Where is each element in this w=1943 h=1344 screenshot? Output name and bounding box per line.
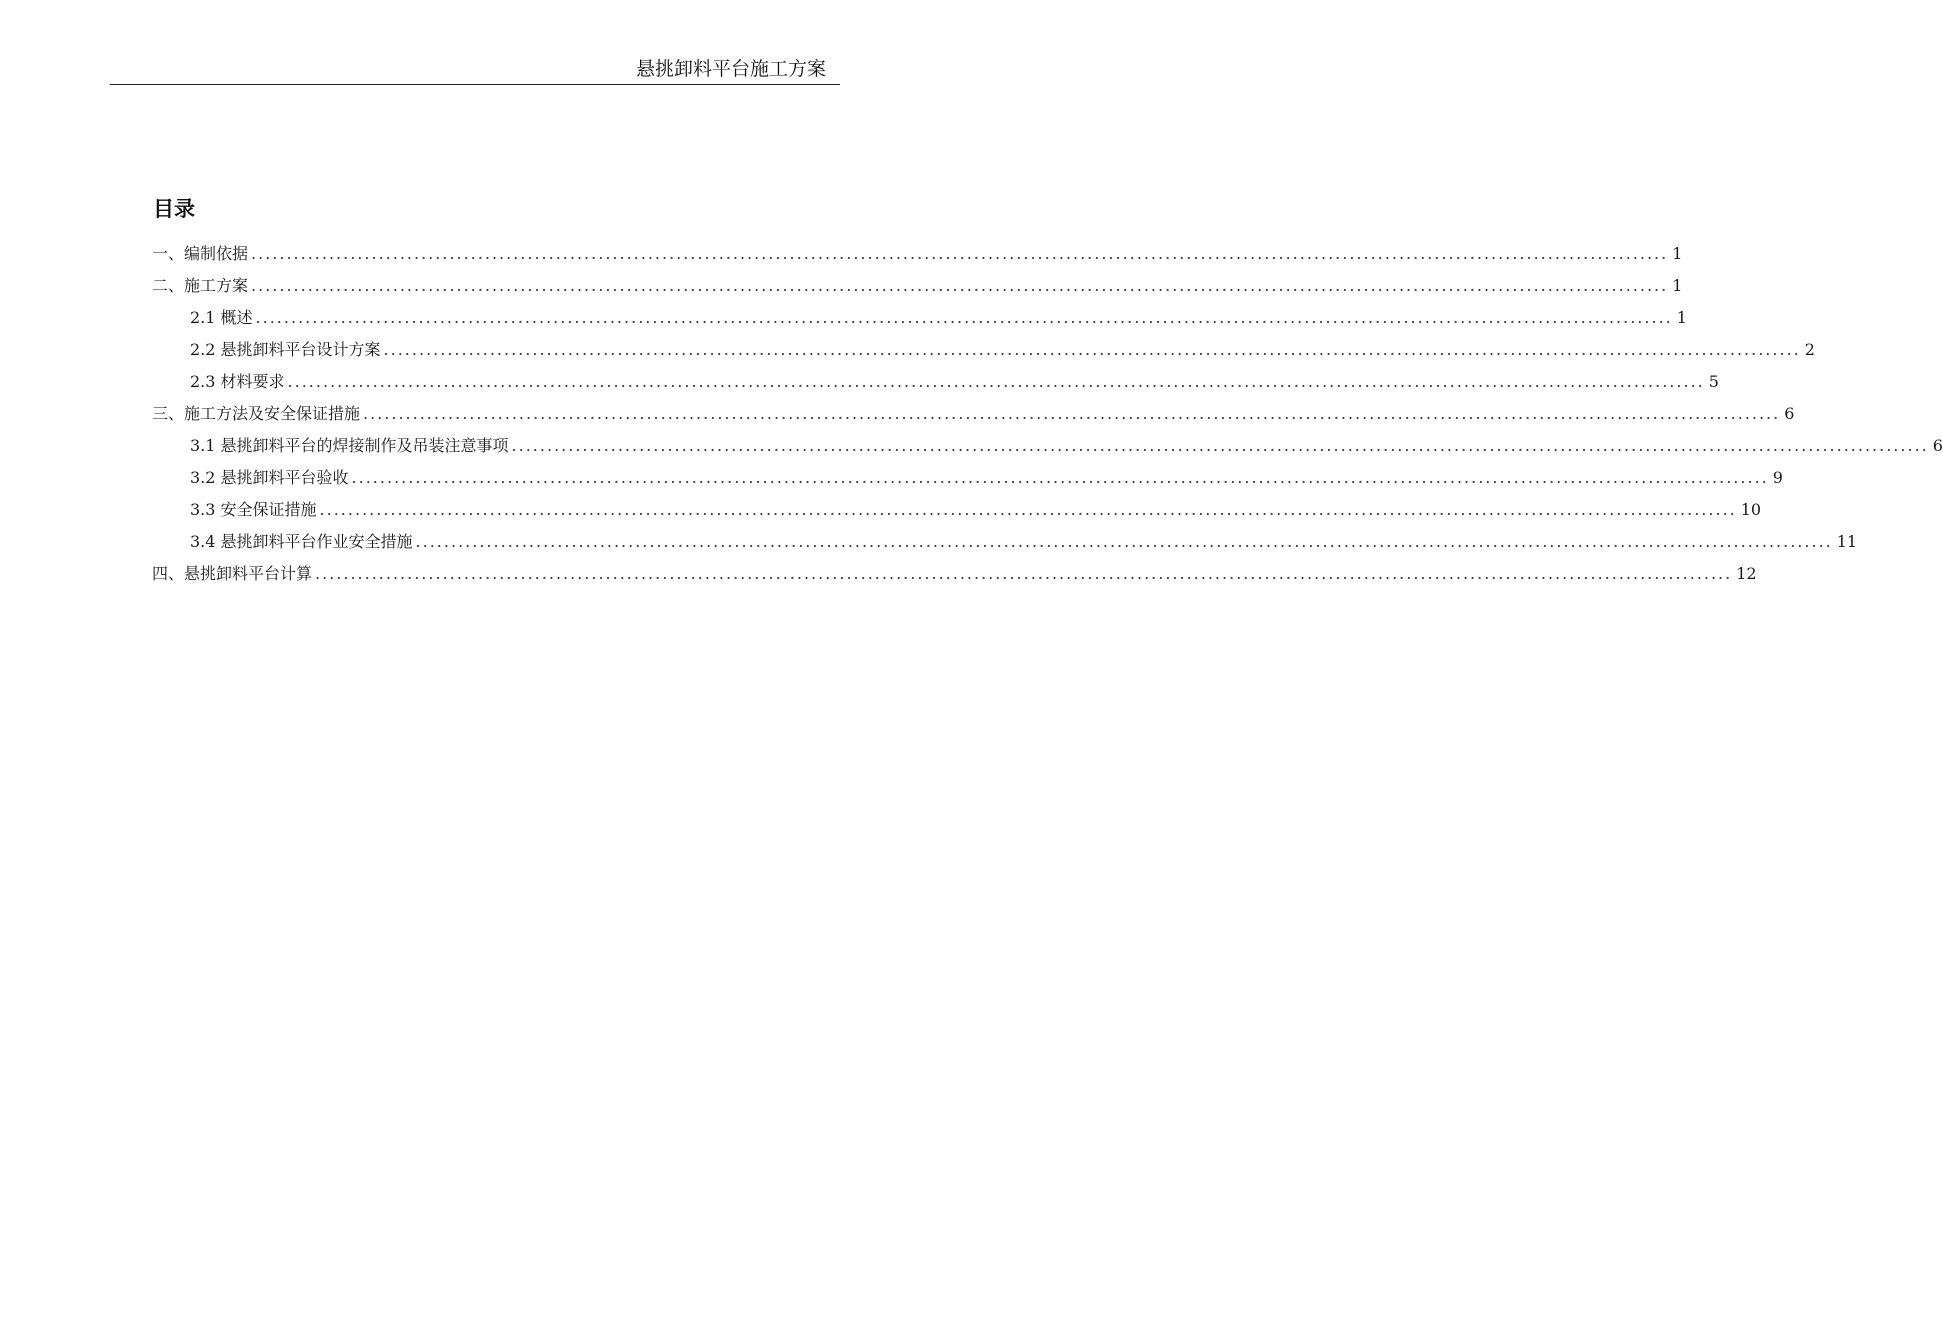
- toc-entry-title: 一、编制依据: [152, 244, 249, 263]
- toc-entry-page: 2: [1804, 340, 1815, 359]
- toc-entry[interactable]: [152, 462, 1783, 494]
- toc-entry[interactable]: [152, 334, 1815, 366]
- toc-entry[interactable]: [152, 238, 1683, 270]
- toc-entry-page: 9: [1772, 468, 1783, 487]
- table-of-contents: [152, 238, 1943, 590]
- toc-entry-page: 1: [1672, 244, 1683, 263]
- page-header: [110, 52, 840, 85]
- toc-leader-dots: ........................................................................................................................................................................................................: [251, 276, 1669, 295]
- toc-leader-dots: ........................................................................................................................................................................................................: [511, 436, 1929, 455]
- toc-leader-dots: ........................................................................................................................................................................................................: [255, 308, 1673, 327]
- toc-entry[interactable]: [152, 270, 1683, 302]
- toc-entry[interactable]: [152, 430, 1943, 462]
- toc-entry[interactable]: [152, 398, 1795, 430]
- toc-entry-title: 四、悬挑卸料平台计算: [152, 564, 313, 583]
- toc-entry-page: 1: [1676, 308, 1687, 327]
- toc-entry-title: 二、施工方案: [152, 276, 249, 295]
- toc-leader-dots: ........................................................................................................................................................................................................: [287, 372, 1705, 391]
- toc-entry[interactable]: [152, 526, 1858, 558]
- toc-leader-dots: ........................................................................................................................................................................................................: [363, 404, 1781, 423]
- toc-entry-title: 3.2 悬挑卸料平台验收: [190, 468, 349, 487]
- toc-entry-page: 6: [1784, 404, 1795, 423]
- toc-leader-dots: ........................................................................................................................................................................................................: [251, 244, 1669, 263]
- toc-entry-page: 5: [1708, 372, 1719, 391]
- toc-entry-page: 10: [1740, 500, 1762, 519]
- toc-entry[interactable]: [152, 302, 1687, 334]
- toc-leader-dots: ........................................................................................................................................................................................................: [383, 340, 1801, 359]
- toc-entry[interactable]: [152, 494, 1762, 526]
- toc-entry-page: 12: [1736, 564, 1757, 583]
- toc-entry[interactable]: [152, 558, 1757, 590]
- toc-entry-title: 3.3 安全保证措施: [190, 500, 317, 519]
- toc-entry-title: 2.2 悬挑卸料平台设计方案: [190, 340, 381, 359]
- toc-entry-page: 6: [1932, 436, 1943, 455]
- toc-entry-page: 1: [1672, 276, 1683, 295]
- toc-leader-dots: ........................................................................................................................................................................................................: [315, 564, 1733, 583]
- toc-entry[interactable]: [152, 366, 1719, 398]
- document-title: 悬挑卸料平台施工方案: [635, 58, 826, 80]
- toc-entry-title: 2.1 概述: [190, 308, 253, 327]
- toc-entry-page: 11: [1836, 532, 1858, 551]
- toc-entry-title: 3.1 悬挑卸料平台的焊接制作及吊装注意事项: [190, 436, 509, 455]
- toc-entry-title: 三、施工方法及安全保证措施: [152, 404, 361, 423]
- toc-entry-title: 2.3 材料要求: [190, 372, 285, 391]
- toc-entry-title: 3.4 悬挑卸料平台作业安全措施: [190, 532, 413, 551]
- toc-leader-dots: ........................................................................................................................................................................................................: [319, 500, 1737, 519]
- toc-leader-dots: ........................................................................................................................................................................................................: [415, 532, 1833, 551]
- toc-heading: 目录: [153, 197, 195, 221]
- toc-leader-dots: ........................................................................................................................................................................................................: [351, 468, 1769, 487]
